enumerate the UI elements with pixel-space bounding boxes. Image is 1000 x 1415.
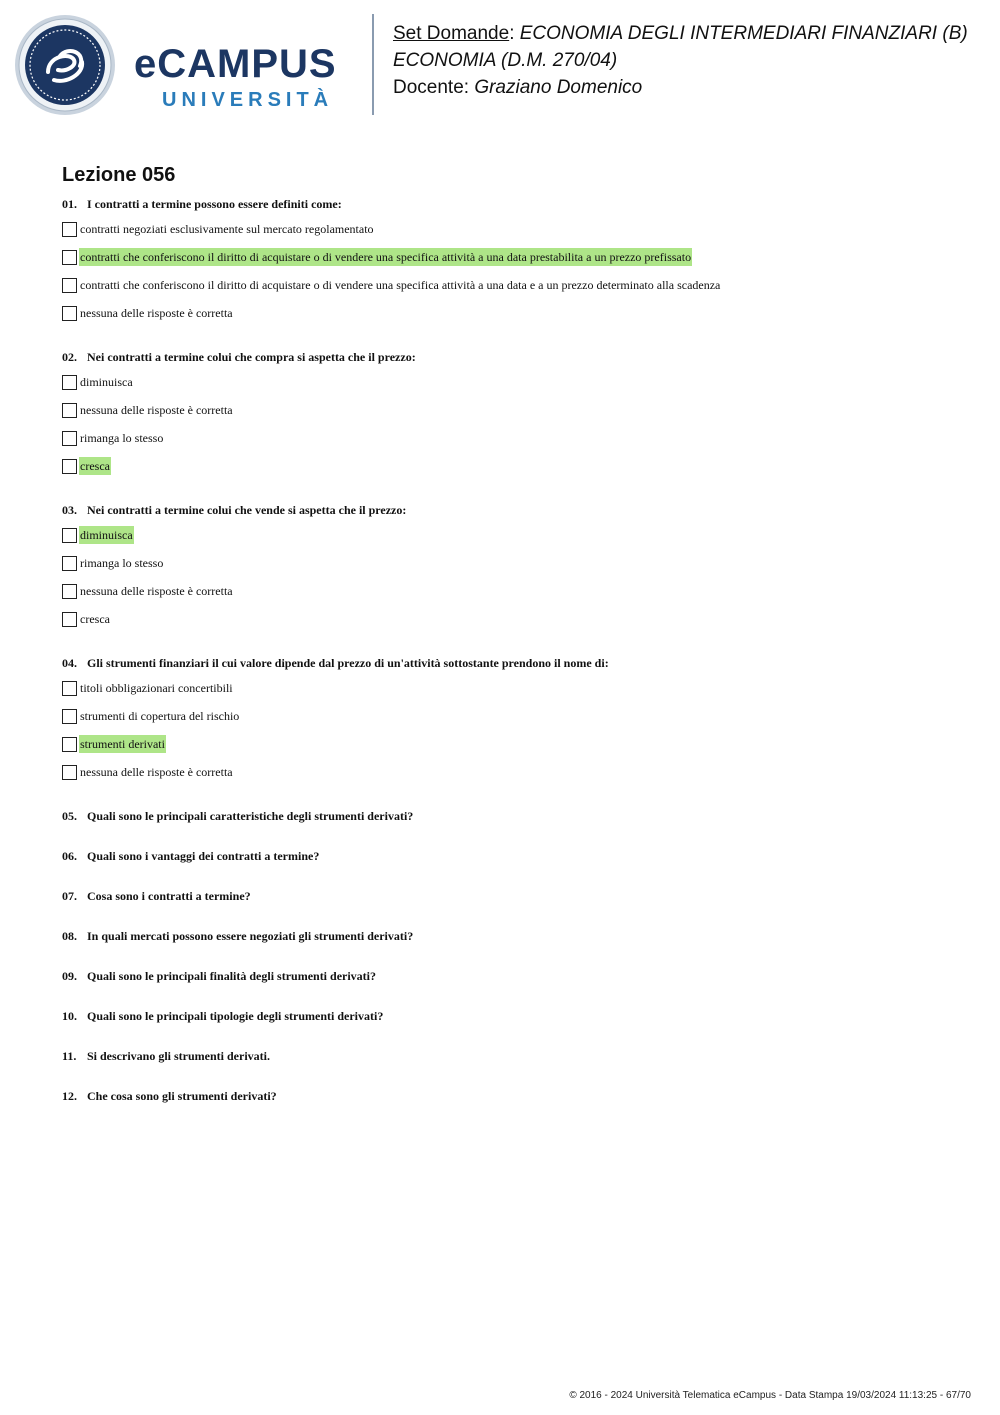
answer-text: nessuna delle risposte è corretta <box>80 765 233 779</box>
answer-text: titoli obbligazionari concertibili <box>80 681 233 695</box>
answer-option[interactable] <box>62 526 982 544</box>
question-list <box>62 196 982 1128</box>
question-03 <box>62 502 982 628</box>
set-line: Set Domande: ECONOMIA DEGLI INTERMEDIARI FINANZIARI (B) <box>393 23 968 44</box>
checkbox[interactable] <box>62 250 77 265</box>
checkbox[interactable] <box>62 528 77 543</box>
question-text: 02. Nei contratti a termine colui che compra si aspetta che il prezzo: <box>62 350 416 364</box>
answer-text-correct: diminuisca <box>80 528 133 542</box>
set-value: ECONOMIA DEGLI INTERMEDIARI FINANZIARI (B) <box>519 23 968 44</box>
checkbox[interactable] <box>62 556 77 571</box>
header-divider <box>372 14 374 115</box>
docente-label: Docente: <box>393 77 470 98</box>
answer-text: diminuisca <box>80 375 133 389</box>
answer-option[interactable] <box>62 457 982 475</box>
answer-option[interactable] <box>62 554 982 572</box>
checkbox[interactable] <box>62 222 77 237</box>
answer-text-correct: strumenti derivati <box>80 737 165 751</box>
question-09: 09. Quali sono le principali finalità degli strumenti derivati? <box>62 969 377 983</box>
answer-options <box>62 679 982 781</box>
checkbox[interactable] <box>62 765 77 780</box>
question-01 <box>62 196 982 322</box>
docente-line <box>393 74 993 101</box>
answer-text: nessuna delle risposte è corretta <box>80 306 233 320</box>
answer-text: cresca <box>80 612 110 626</box>
checkbox[interactable] <box>62 709 77 724</box>
question-11: 11. Si descrivano gli strumenti derivati. <box>62 1049 270 1063</box>
answer-option[interactable] <box>62 735 982 753</box>
question-04 <box>62 655 982 781</box>
question-text: 01. I contratti a termine possono essere definiti come: <box>62 197 342 211</box>
answer-options <box>62 220 982 322</box>
answer-option[interactable] <box>62 610 982 628</box>
answer-option[interactable] <box>62 276 982 294</box>
lesson-title: Lezione 056 <box>62 164 176 186</box>
checkbox[interactable] <box>62 306 77 321</box>
header-meta <box>393 20 993 101</box>
question-text: 04. Gli strumenti finanziari il cui valore dipende dal prezzo di un'attività sottostante prendono il nome di: <box>62 656 609 670</box>
answer-option[interactable] <box>62 304 982 322</box>
answer-text: rimanga lo stesso <box>80 556 164 570</box>
question-10: 10. Quali sono le principali tipologie degli strumenti derivati? <box>62 1009 384 1023</box>
answer-option[interactable] <box>62 429 982 447</box>
checkbox[interactable] <box>62 737 77 752</box>
answer-option[interactable] <box>62 763 982 781</box>
answer-text: rimanga lo stesso <box>80 431 164 445</box>
answer-options <box>62 373 982 475</box>
question-text: 03. Nei contratti a termine colui che vende si aspetta che il prezzo: <box>62 503 407 517</box>
answer-text: contratti che conferiscono il diritto di acquistare o di vendere una specifica attività a una data e a un prezzo determinato alla scadenza <box>80 278 721 292</box>
question-05: 05. Quali sono le principali caratteristiche degli strumenti derivati? <box>62 809 414 823</box>
answer-text: strumenti di copertura del rischio <box>80 709 240 723</box>
answer-option[interactable] <box>62 582 982 600</box>
set-label: Set Domande <box>393 23 510 44</box>
answer-option[interactable] <box>62 248 982 266</box>
answer-option[interactable] <box>62 707 982 725</box>
checkbox[interactable] <box>62 278 77 293</box>
question-12: 12. Che cosa sono gli strumenti derivati? <box>62 1089 277 1103</box>
answer-text-correct: cresca <box>80 459 110 473</box>
answer-options <box>62 526 982 628</box>
answer-option[interactable] <box>62 679 982 697</box>
checkbox[interactable] <box>62 584 77 599</box>
docente-name: Graziano Domenico <box>474 77 643 98</box>
question-08: 08. In quali mercati possono essere negoziati gli strumenti derivati? <box>62 929 414 943</box>
checkbox[interactable] <box>62 612 77 627</box>
answer-option[interactable] <box>62 373 982 391</box>
answer-text: contratti negoziati esclusivamente sul mercato regolamentato <box>80 222 374 236</box>
course-line: ECONOMIA (D.M. 270/04) <box>393 50 618 71</box>
answer-text: nessuna delle risposte è corretta <box>80 584 233 598</box>
checkbox[interactable] <box>62 681 77 696</box>
checkbox[interactable] <box>62 431 77 446</box>
answer-option[interactable] <box>62 220 982 238</box>
brand-name: eCAMPUS <box>134 42 337 86</box>
checkbox[interactable] <box>62 459 77 474</box>
answer-option[interactable] <box>62 401 982 419</box>
brand-wordmark <box>134 42 358 114</box>
brand-subtitle: UNIVERSITÀ <box>162 89 334 111</box>
page-footer: © 2016 - 2024 Università Telematica eCampus - Data Stampa 19/03/2024 11:13:25 - 67/70 <box>569 1390 971 1401</box>
answer-text: nessuna delle risposte è corretta <box>80 403 233 417</box>
ecampus-seal-logo <box>14 14 116 116</box>
checkbox[interactable] <box>62 375 77 390</box>
answer-text-correct: contratti che conferiscono il diritto di acquistare o di vendere una specifica attività a una data prestabilita a un prezzo prefissato <box>80 250 692 264</box>
question-06: 06. Quali sono i vantaggi dei contratti a termine? <box>62 849 320 863</box>
question-02 <box>62 349 982 475</box>
checkbox[interactable] <box>62 403 77 418</box>
question-07: 07. Cosa sono i contratti a termine? <box>62 889 251 903</box>
page-header <box>0 0 1000 130</box>
